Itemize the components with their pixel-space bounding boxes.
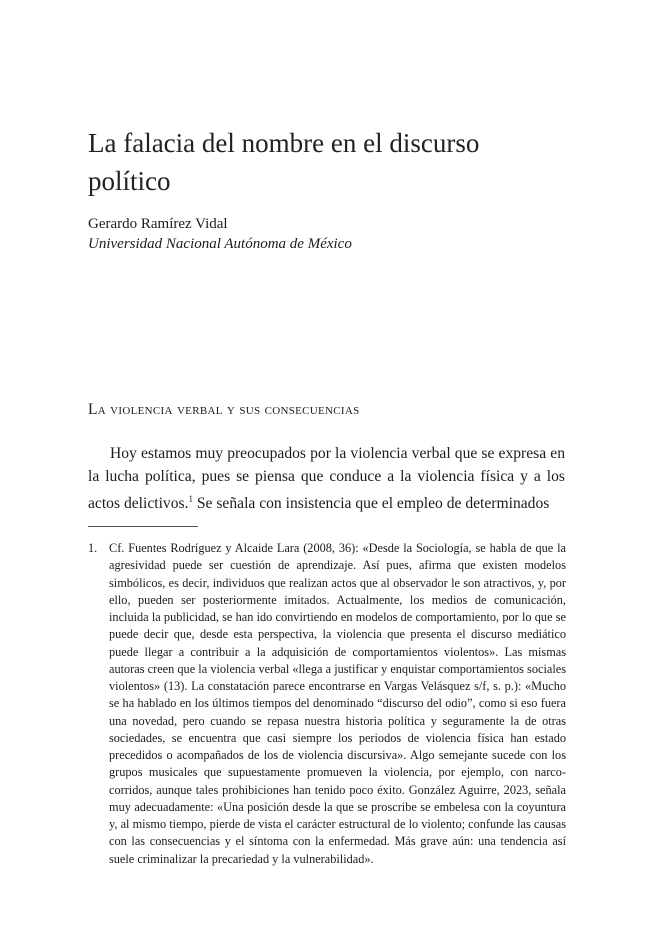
- section-heading: La violencia verbal y sus consecuencias: [88, 401, 360, 418]
- article-title: La falacia del nombre en el discurso político: [88, 128, 480, 196]
- author-name: Gerardo Ramírez Vidal: [88, 216, 228, 232]
- paragraph-text-part2: Se señala con insistencia que el empleo de determinados: [192, 495, 550, 513]
- footnote-reference[interactable]: 1: [188, 494, 193, 504]
- footnote-text: Cf. Fuentes Rodríguez y Alcaide Lara (2008, 36): «Desde la Sociología, se habla de que la agresividad puede ser cuestión de aprendizaje. Así pues, afirma que existen modelos simbólicos, es decir, individuos que realizan actos que al observador le son atractivos, y, por ello, pueden ser posteriormente imitados. Actualmente, los medios de comunicación, incluida la publicidad, se han ido convirtiendo en modelos de comportamiento, por lo que se puede decir que, desde esta perspectiva, la violencia que presenta el discurso mediático puede llegar a contribuir a la adquisición de comportamientos violentos». Las mismas autoras creen que la violencia verbal «llega a justificar y enquistar comportamientos sociales violentos» (13). La constatación parece encontrarse en Vargas Velásquez s/f, s. p.): «Mucho se ha hablado en los últimos tiempos del denominado “discurso del odio”, como si eso fuera una novedad, pero cuando se repasa nuestra historia política y seguramente la de otras sociedades, se encuentra que casi siempre los periodos de violencia física han estado precedidos o acompañados de los de violencia discursiva». Algo semejante sucede con los grupos musicales que supuestamente promueven la violencia, por ejemplo, con narco-corridos, aunque tales prohibiciones han tenido poco éxito. González Aguirre, 2023, señala muy adecuadamente: «Una posición desde la que se proscribe se embelesa con la coyuntura y, al mismo tiempo, pierde de vista el carácter estructural de lo violento; confunde las causas con las consecuencias y el síntoma con la enfermedad. Más grave aún: una tendencia así suele criminalizar la precariedad y la vulnerabilidad».: [109, 541, 566, 866]
- body-paragraph: [88, 442, 565, 515]
- paragraph-text-part1: Hoy estamos muy preocupados por la violencia verbal que se expresa en la lucha política, pues se piensa que conduce a la violencia física y a los actos delictivos.: [88, 445, 565, 513]
- footnote-number: 1.: [88, 541, 98, 555]
- footnote-divider: [88, 526, 198, 527]
- author-affiliation: Universidad Nacional Autónoma de México: [88, 236, 352, 252]
- footnote: [88, 540, 566, 868]
